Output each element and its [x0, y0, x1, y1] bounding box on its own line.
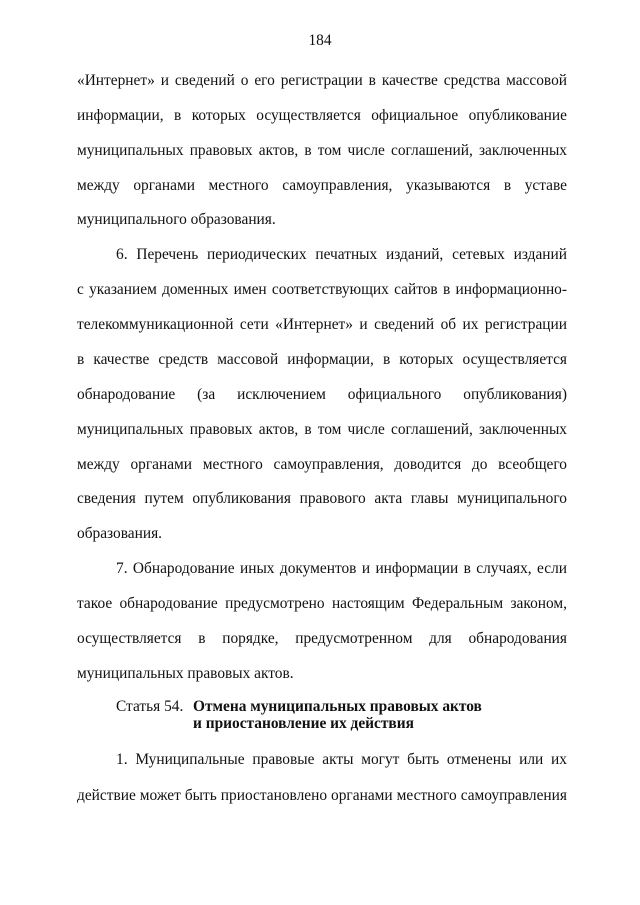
text-line: 6. Перечень периодических печатных изданий, сетевых изданий	[116, 246, 567, 263]
text-line: информации, в которых осуществляется официальное опубликование	[77, 107, 567, 124]
text-line: муниципального образования.	[77, 211, 276, 228]
text-line: муниципальных правовых актов.	[77, 665, 294, 682]
text-line: 7. Обнародование иных документов и информации в случаях, если	[116, 560, 567, 577]
text-line: между органами местного самоуправления, доводится до всеобщего	[77, 456, 567, 473]
text-line: «Интернет» и сведений о его регистрации в качестве средства массовой	[77, 72, 567, 89]
text-line: телекоммуникационной сети «Интернет» и сведений об их регистрации	[77, 316, 567, 333]
text-line: образования.	[77, 525, 163, 542]
text-line: в качестве средств массовой информации, в которых осуществляется	[77, 351, 567, 368]
page-number: 184	[308, 32, 332, 49]
text-line: с указанием доменных имен соответствующих сайтов в информационно-	[77, 281, 567, 298]
text-line: между органами местного самоуправления, указываются в уставе	[77, 177, 567, 194]
article-title-line-1: Отмена муниципальных правовых актов	[193, 698, 482, 715]
text-line: муниципальных правовых актов, в том числе соглашений, заключенных	[77, 142, 567, 159]
text-line: действие может быть приостановлено органами местного самоуправления	[77, 787, 567, 804]
text-line: такое обнародование предусмотрено настоящим Федеральным законом,	[77, 595, 567, 612]
text-line: муниципальных правовых актов, в том числе соглашений, заключенных	[77, 421, 567, 438]
article-title-line-2: и приостановление их действия	[193, 715, 414, 732]
text-line: обнародование (за исключением официального опубликования)	[77, 386, 567, 403]
article-label: Статья 54.	[116, 698, 184, 715]
text-line: осуществляется в порядке, предусмотренном для обнародования	[77, 630, 567, 647]
text-line: сведения путем опубликования правового акта главы муниципального	[77, 490, 567, 507]
text-line: 1. Муниципальные правовые акты могут быть отменены или их	[116, 751, 567, 768]
